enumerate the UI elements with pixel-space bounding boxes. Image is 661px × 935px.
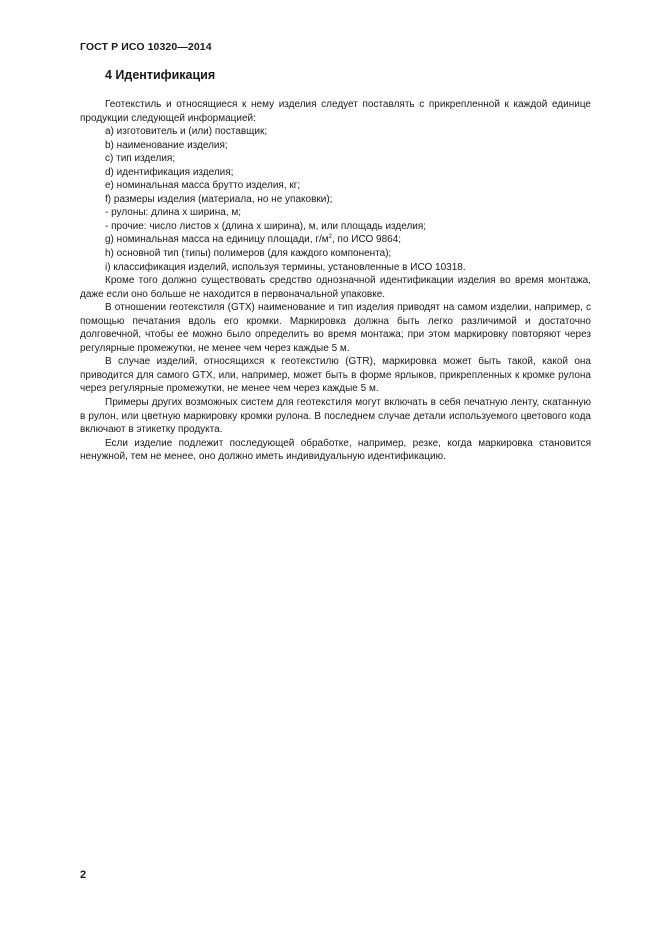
page-number: 2: [80, 869, 87, 881]
list-item: i) классификация изделий, используя термины, установленные в ИСО 10318.: [105, 261, 466, 273]
body-paragraph: Кроме того должно существовать средство однозначной идентификации изделия во время монтажа, даже если оно больше не находится в первоначальной упаковке.: [80, 275, 591, 300]
superscript: 2: [328, 234, 332, 241]
list-subitem: - прочие: число листов x (длина x ширина), м, или площадь изделия;: [105, 220, 427, 232]
body-paragraph: Примеры других возможных систем для геотекстиля могут включать в себя печатную ленту, скатанную в рулон, или цветную маркировку кромки рулона. В последнем случае детали используемого цветового кода включают в этикетку продукта.: [80, 397, 591, 436]
list-subitem: - рулоны: длина x ширина, м;: [105, 207, 242, 219]
body-paragraph: Если изделие подлежит последующей обработке, например, резке, когда маркировка становится ненужной, тем не менее, оно должно иметь индивидуальную идентификацию.: [80, 437, 591, 463]
list-item: e) номинальная масса брутто изделия, кг;: [105, 180, 301, 192]
body-paragraph: В отношении геотекстиля (GTX) наименование и тип изделия приводят на самом изделии, например, с помощью печатания вдоль его кромки. Маркировка должна быть легко различимой и достаточно долговечной, чтобы ее можно было определить во время монтажа; при этом маркировку повторяют через регулярные промежутки, не менее чем через каждые 5 м.: [80, 302, 591, 354]
body-paragraph: В случае изделий, относящихся к геотекстилю (GTR), маркировка может быть такой, какой она приводится для самого GTX, или, например, может быть в форме ярлыков, прикрепленных к кромке рулона через регулярные промежутки, не менее чем через каждые 5 м.: [80, 356, 591, 395]
section-title: 4 Идентификация: [105, 68, 216, 82]
list-item: b) наименование изделия;: [105, 139, 228, 151]
list-item: c) тип изделия;: [105, 153, 176, 165]
list-item-g-tail: , по ИСО 9864;: [331, 234, 402, 246]
list-item-g: [80, 233, 591, 247]
list-item-g-text: g) номинальная масса на единицу площади, г/м: [105, 234, 329, 246]
intro-paragraph: Геотекстиль и относящиеся к нему изделия следует поставлять с прикрепленной к каждой единице продукции следующей информацией:: [80, 99, 591, 124]
list-item: a) изготовитель и (или) поставщик;: [105, 126, 268, 138]
list-item: f) размеры изделия (материала, но не упаковки);: [105, 193, 333, 205]
document-header: ГОСТ Р ИСО 10320—2014: [80, 41, 212, 53]
list-item: d) идентификация изделия;: [105, 166, 234, 178]
list-item: h) основной тип (типы) полимеров (для каждого компонента);: [105, 248, 392, 260]
section-body: [80, 98, 591, 464]
